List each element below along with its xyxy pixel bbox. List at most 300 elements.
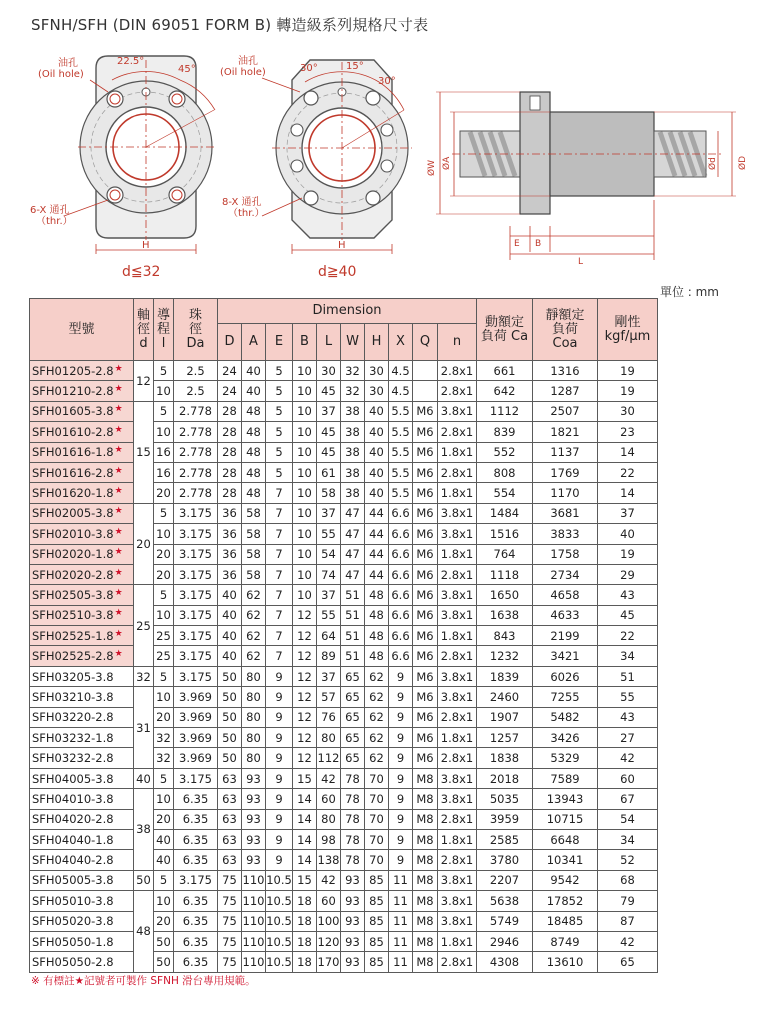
cell-e: 7: [266, 564, 293, 584]
cell-q: M8: [413, 829, 438, 849]
header-model: 型號: [30, 299, 134, 361]
table-row: [30, 666, 658, 686]
cell-q: [413, 381, 438, 401]
cell-w: 78: [341, 829, 365, 849]
cell-da: 3.175: [174, 626, 218, 646]
cell-w: 47: [341, 524, 365, 544]
dim-label-h: H: [338, 240, 346, 251]
cell-x: 9: [389, 707, 413, 727]
cell-b: 14: [293, 809, 317, 829]
cell-h: 70: [365, 850, 389, 870]
cell-w: 51: [341, 585, 365, 605]
cell-model: SFH04005-3.8: [30, 768, 134, 788]
cell-h: 70: [365, 829, 389, 849]
cell-da: 6.35: [174, 809, 218, 829]
cell-x: 6.6: [389, 626, 413, 646]
cell-e: 10.5: [266, 952, 293, 972]
cell-ca: 1638: [477, 605, 533, 625]
cell-l: 58: [317, 483, 341, 503]
cell-k: 30: [598, 401, 658, 421]
cell-n: 3.8x1: [438, 911, 477, 931]
cell-model: SFH01616-1.8★: [30, 442, 134, 462]
cell-k: 29: [598, 564, 658, 584]
table-row: [30, 544, 658, 564]
cell-a: 40: [242, 381, 266, 401]
cell-coa: 8749: [533, 931, 598, 951]
header-dim-L: L: [317, 324, 341, 361]
cell-model: SFH02005-3.8★: [30, 503, 134, 523]
cell-da: 3.175: [174, 524, 218, 544]
cell-w: 65: [341, 707, 365, 727]
cell-h: 48: [365, 605, 389, 625]
cell-h: 85: [365, 911, 389, 931]
cell-b: 10: [293, 401, 317, 421]
cell-model: SFH03210-3.8: [30, 687, 134, 707]
cell-l: 5: [154, 401, 174, 421]
cell-q: M6: [413, 442, 438, 462]
cell-da: 6.35: [174, 952, 218, 972]
cell-ca: 554: [477, 483, 533, 503]
cell-q: M6: [413, 462, 438, 482]
cell-x: 11: [389, 870, 413, 890]
cell-shaft-dia: 12: [134, 361, 154, 402]
cell-model: SFH02020-2.8★: [30, 564, 134, 584]
cell-x: 11: [389, 931, 413, 951]
cell-x: 6.6: [389, 585, 413, 605]
cell-e: 5: [266, 422, 293, 442]
table-row: [30, 524, 658, 544]
cell-n: 3.8x1: [438, 768, 477, 788]
cell-k: 55: [598, 687, 658, 707]
header-shaft-dia: 軸 徑 d: [134, 299, 154, 361]
cell-x: 9: [389, 809, 413, 829]
cell-coa: 3833: [533, 524, 598, 544]
cell-l: 80: [317, 728, 341, 748]
cell-coa: 2507: [533, 401, 598, 421]
cell-l: 20: [154, 564, 174, 584]
table-row: [30, 422, 658, 442]
cell-b: 12: [293, 605, 317, 625]
cell-b: 10: [293, 442, 317, 462]
cell-e: 5: [266, 401, 293, 421]
cell-l: 61: [317, 462, 341, 482]
cell-ca: 1907: [477, 707, 533, 727]
cell-d: 40: [218, 626, 242, 646]
cell-b: 18: [293, 952, 317, 972]
cell-ca: 1839: [477, 666, 533, 686]
cell-a: 80: [242, 748, 266, 768]
cell-da: 3.175: [174, 544, 218, 564]
cell-x: 6.6: [389, 646, 413, 666]
cell-da: 6.35: [174, 789, 218, 809]
cell-shaft-dia: 50: [134, 870, 154, 890]
cell-da: 3.969: [174, 748, 218, 768]
cell-l: 10: [154, 605, 174, 625]
cell-l: 37: [317, 503, 341, 523]
cell-da: 6.35: [174, 829, 218, 849]
table-row: [30, 361, 658, 381]
drawing-caption: d≦32: [122, 264, 161, 280]
cell-e: 9: [266, 829, 293, 849]
cell-a: 110: [242, 931, 266, 951]
cell-h: 40: [365, 422, 389, 442]
star-mark-icon: ★: [114, 567, 123, 578]
unit-label: 單位 : mm: [659, 285, 719, 299]
cell-l: 5: [154, 585, 174, 605]
cell-coa: 6648: [533, 829, 598, 849]
cell-b: 12: [293, 666, 317, 686]
cell-da: 2.778: [174, 401, 218, 421]
cell-d: 63: [218, 809, 242, 829]
table-body: [30, 361, 658, 973]
cell-x: 5.5: [389, 483, 413, 503]
cell-q: M6: [413, 544, 438, 564]
cell-h: 44: [365, 524, 389, 544]
cell-q: M6: [413, 666, 438, 686]
cell-w: 38: [341, 462, 365, 482]
star-mark-icon: ★: [114, 363, 123, 374]
cell-h: 40: [365, 462, 389, 482]
cell-l: 5: [154, 768, 174, 788]
cell-x: 9: [389, 748, 413, 768]
cell-coa: 1170: [533, 483, 598, 503]
cell-da: 3.175: [174, 646, 218, 666]
table-row: [30, 462, 658, 482]
cell-q: M8: [413, 850, 438, 870]
cell-l: 45: [317, 381, 341, 401]
cell-e: 5: [266, 381, 293, 401]
cell-b: 12: [293, 626, 317, 646]
cell-e: 9: [266, 687, 293, 707]
cell-n: 3.8x1: [438, 524, 477, 544]
cell-da: 3.175: [174, 585, 218, 605]
cell-h: 40: [365, 483, 389, 503]
cell-ca: 839: [477, 422, 533, 442]
cell-e: 9: [266, 748, 293, 768]
cell-l: 45: [317, 422, 341, 442]
cell-l: 42: [317, 870, 341, 890]
cell-model: SFH05050-2.8: [30, 952, 134, 972]
cell-w: 78: [341, 768, 365, 788]
star-mark-icon: ★: [114, 506, 123, 517]
cell-n: 3.8x1: [438, 687, 477, 707]
cell-h: 30: [365, 381, 389, 401]
cell-da: 3.969: [174, 728, 218, 748]
cell-k: 43: [598, 585, 658, 605]
cell-da: 6.35: [174, 850, 218, 870]
cell-d: 75: [218, 931, 242, 951]
cell-w: 32: [341, 381, 365, 401]
cell-k: 19: [598, 361, 658, 381]
cell-w: 65: [341, 687, 365, 707]
cell-l: 50: [154, 952, 174, 972]
cell-d: 63: [218, 768, 242, 788]
cell-b: 12: [293, 728, 317, 748]
cell-q: M6: [413, 687, 438, 707]
cell-q: M6: [413, 585, 438, 605]
cell-l: 20: [154, 707, 174, 727]
cell-model: SFH04040-1.8: [30, 829, 134, 849]
cell-w: 51: [341, 646, 365, 666]
cell-b: 18: [293, 891, 317, 911]
cell-ca: 3959: [477, 809, 533, 829]
cell-a: 48: [242, 483, 266, 503]
cell-model: SFH03232-2.8: [30, 748, 134, 768]
cell-h: 85: [365, 931, 389, 951]
cell-k: 43: [598, 707, 658, 727]
cell-l: 138: [317, 850, 341, 870]
star-mark-icon: ★: [114, 445, 123, 456]
cell-n: 1.8x1: [438, 626, 477, 646]
table-row: [30, 809, 658, 829]
cell-q: M6: [413, 748, 438, 768]
cell-h: 30: [365, 361, 389, 381]
cell-h: 85: [365, 952, 389, 972]
cell-a: 62: [242, 605, 266, 625]
cell-w: 38: [341, 442, 365, 462]
cell-k: 23: [598, 422, 658, 442]
cell-ca: 808: [477, 462, 533, 482]
cell-l: 16: [154, 442, 174, 462]
cell-l: 5: [154, 870, 174, 890]
cell-e: 9: [266, 768, 293, 788]
cell-k: 37: [598, 503, 658, 523]
cell-ca: 1118: [477, 564, 533, 584]
cell-d: 40: [218, 605, 242, 625]
cell-model: SFH03205-3.8: [30, 666, 134, 686]
cell-x: 4.5: [389, 381, 413, 401]
cell-e: 10.5: [266, 891, 293, 911]
cell-h: 48: [365, 626, 389, 646]
cell-model: SFH01205-2.8★: [30, 361, 134, 381]
table-row: [30, 707, 658, 727]
table-row: [30, 381, 658, 401]
cell-x: 5.5: [389, 462, 413, 482]
header-dim-X: X: [389, 324, 413, 361]
cell-x: 9: [389, 687, 413, 707]
cell-d: 75: [218, 870, 242, 890]
cell-a: 48: [242, 442, 266, 462]
cell-n: 3.8x1: [438, 585, 477, 605]
cell-ca: 843: [477, 626, 533, 646]
cell-x: 6.6: [389, 544, 413, 564]
cell-b: 14: [293, 850, 317, 870]
cell-l: 112: [317, 748, 341, 768]
cell-w: 38: [341, 483, 365, 503]
table-row: [30, 605, 658, 625]
cell-w: 93: [341, 891, 365, 911]
cell-w: 65: [341, 728, 365, 748]
cell-x: 9: [389, 728, 413, 748]
cell-n: 2.8x1: [438, 646, 477, 666]
cell-l: 5: [154, 361, 174, 381]
cell-k: 87: [598, 911, 658, 931]
cell-q: M8: [413, 891, 438, 911]
cell-ca: 2460: [477, 687, 533, 707]
cell-h: 70: [365, 768, 389, 788]
cell-h: 62: [365, 728, 389, 748]
cell-coa: 4658: [533, 585, 598, 605]
cell-ca: 1484: [477, 503, 533, 523]
cell-x: 4.5: [389, 361, 413, 381]
cell-l: 60: [317, 789, 341, 809]
cell-n: 1.8x1: [438, 829, 477, 849]
cell-d: 50: [218, 728, 242, 748]
cell-w: 93: [341, 870, 365, 890]
cell-l: 45: [317, 442, 341, 462]
cell-x: 5.5: [389, 442, 413, 462]
header-dim-Q: Q: [413, 324, 438, 361]
cell-a: 48: [242, 462, 266, 482]
cell-n: 3.8x1: [438, 870, 477, 890]
cell-e: 7: [266, 626, 293, 646]
cell-a: 93: [242, 850, 266, 870]
cell-coa: 3681: [533, 503, 598, 523]
cell-q: [413, 361, 438, 381]
cell-model: SFH02525-1.8★: [30, 626, 134, 646]
cell-d: 50: [218, 748, 242, 768]
cell-h: 62: [365, 666, 389, 686]
cell-a: 40: [242, 361, 266, 381]
cell-l: 37: [317, 585, 341, 605]
star-mark-icon: ★: [114, 608, 123, 619]
cell-l: 74: [317, 564, 341, 584]
cell-ca: 2207: [477, 870, 533, 890]
cell-k: 19: [598, 544, 658, 564]
table-row: [30, 829, 658, 849]
cell-x: 6.6: [389, 503, 413, 523]
oil-hole-label-en: (Oil hole): [220, 67, 266, 78]
cell-b: 10: [293, 462, 317, 482]
cell-da: 2.778: [174, 442, 218, 462]
cell-d: 63: [218, 850, 242, 870]
cell-ca: 2946: [477, 931, 533, 951]
cell-shaft-dia: 31: [134, 687, 154, 769]
cell-shaft-dia: 48: [134, 891, 154, 973]
cell-k: 19: [598, 381, 658, 401]
cell-w: 51: [341, 626, 365, 646]
cell-b: 12: [293, 646, 317, 666]
cell-model: SFH05005-3.8: [30, 870, 134, 890]
cell-a: 110: [242, 870, 266, 890]
cell-a: 110: [242, 891, 266, 911]
cell-n: 1.8x1: [438, 442, 477, 462]
cell-h: 62: [365, 748, 389, 768]
cell-ca: 552: [477, 442, 533, 462]
cell-d: 36: [218, 544, 242, 564]
cell-coa: 1758: [533, 544, 598, 564]
cell-b: 14: [293, 789, 317, 809]
cell-l: 50: [154, 931, 174, 951]
cell-l: 170: [317, 952, 341, 972]
cell-coa: 1287: [533, 381, 598, 401]
cell-n: 2.8x1: [438, 361, 477, 381]
cell-l: 10: [154, 524, 174, 544]
cell-x: 9: [389, 666, 413, 686]
star-mark-icon: ★: [114, 547, 123, 558]
cell-n: 2.8x1: [438, 809, 477, 829]
cell-da: 2.778: [174, 462, 218, 482]
cell-x: 11: [389, 911, 413, 931]
cell-h: 85: [365, 870, 389, 890]
cell-q: M6: [413, 483, 438, 503]
cell-l: 10: [154, 422, 174, 442]
cell-b: 10: [293, 381, 317, 401]
header-dim-A: A: [242, 324, 266, 361]
cell-e: 10.5: [266, 931, 293, 951]
cell-a: 58: [242, 544, 266, 564]
cell-d: 36: [218, 564, 242, 584]
cell-a: 80: [242, 666, 266, 686]
cell-e: 7: [266, 503, 293, 523]
cell-l: 80: [317, 809, 341, 829]
cell-shaft-dia: 15: [134, 401, 154, 503]
header-dim-D: D: [218, 324, 242, 361]
cell-d: 24: [218, 381, 242, 401]
cell-n: 1.8x1: [438, 483, 477, 503]
cell-k: 14: [598, 483, 658, 503]
cell-l: 20: [154, 911, 174, 931]
cell-n: 2.8x1: [438, 422, 477, 442]
cell-h: 44: [365, 503, 389, 523]
cell-l: 64: [317, 626, 341, 646]
cell-da: 3.969: [174, 707, 218, 727]
cell-q: M6: [413, 422, 438, 442]
thru-hole-label-zh: 6-X 通孔: [30, 205, 70, 216]
cell-k: 22: [598, 462, 658, 482]
cell-q: M8: [413, 952, 438, 972]
cell-ca: 5749: [477, 911, 533, 931]
cell-n: 2.8x1: [438, 748, 477, 768]
page-title: SFNH/SFH (DIN 69051 FORM B) 轉造級系列規格尺寸表: [31, 16, 429, 34]
cell-shaft-dia: 40: [134, 768, 154, 788]
cell-da: 3.175: [174, 564, 218, 584]
cell-e: 7: [266, 483, 293, 503]
header-dim-W: W: [341, 324, 365, 361]
thru-hole-label-en: （thr.）: [228, 208, 265, 219]
cell-model: SFH04010-3.8: [30, 789, 134, 809]
cell-model: SFH02510-3.8★: [30, 605, 134, 625]
cell-l: 100: [317, 911, 341, 931]
cell-b: 10: [293, 503, 317, 523]
cell-b: 18: [293, 931, 317, 951]
table-row: [30, 789, 658, 809]
cell-x: 11: [389, 952, 413, 972]
cell-da: 2.5: [174, 381, 218, 401]
cell-ca: 1516: [477, 524, 533, 544]
cell-q: M8: [413, 809, 438, 829]
cell-shaft-dia: 20: [134, 503, 154, 585]
cell-x: 9: [389, 829, 413, 849]
cell-q: M8: [413, 789, 438, 809]
cell-k: 42: [598, 931, 658, 951]
star-mark-icon: ★: [114, 649, 123, 660]
cell-b: 12: [293, 707, 317, 727]
cell-b: 12: [293, 687, 317, 707]
cell-coa: 10715: [533, 809, 598, 829]
cell-da: 6.35: [174, 931, 218, 951]
cell-da: 3.175: [174, 768, 218, 788]
cell-n: 1.8x1: [438, 931, 477, 951]
cell-b: 10: [293, 544, 317, 564]
star-mark-icon: ★: [114, 424, 123, 435]
angle-label: 30°: [378, 76, 396, 87]
cell-x: 5.5: [389, 401, 413, 421]
cell-l: 10: [154, 789, 174, 809]
cell-ca: 2018: [477, 768, 533, 788]
cell-e: 10.5: [266, 870, 293, 890]
cell-l: 42: [317, 768, 341, 788]
